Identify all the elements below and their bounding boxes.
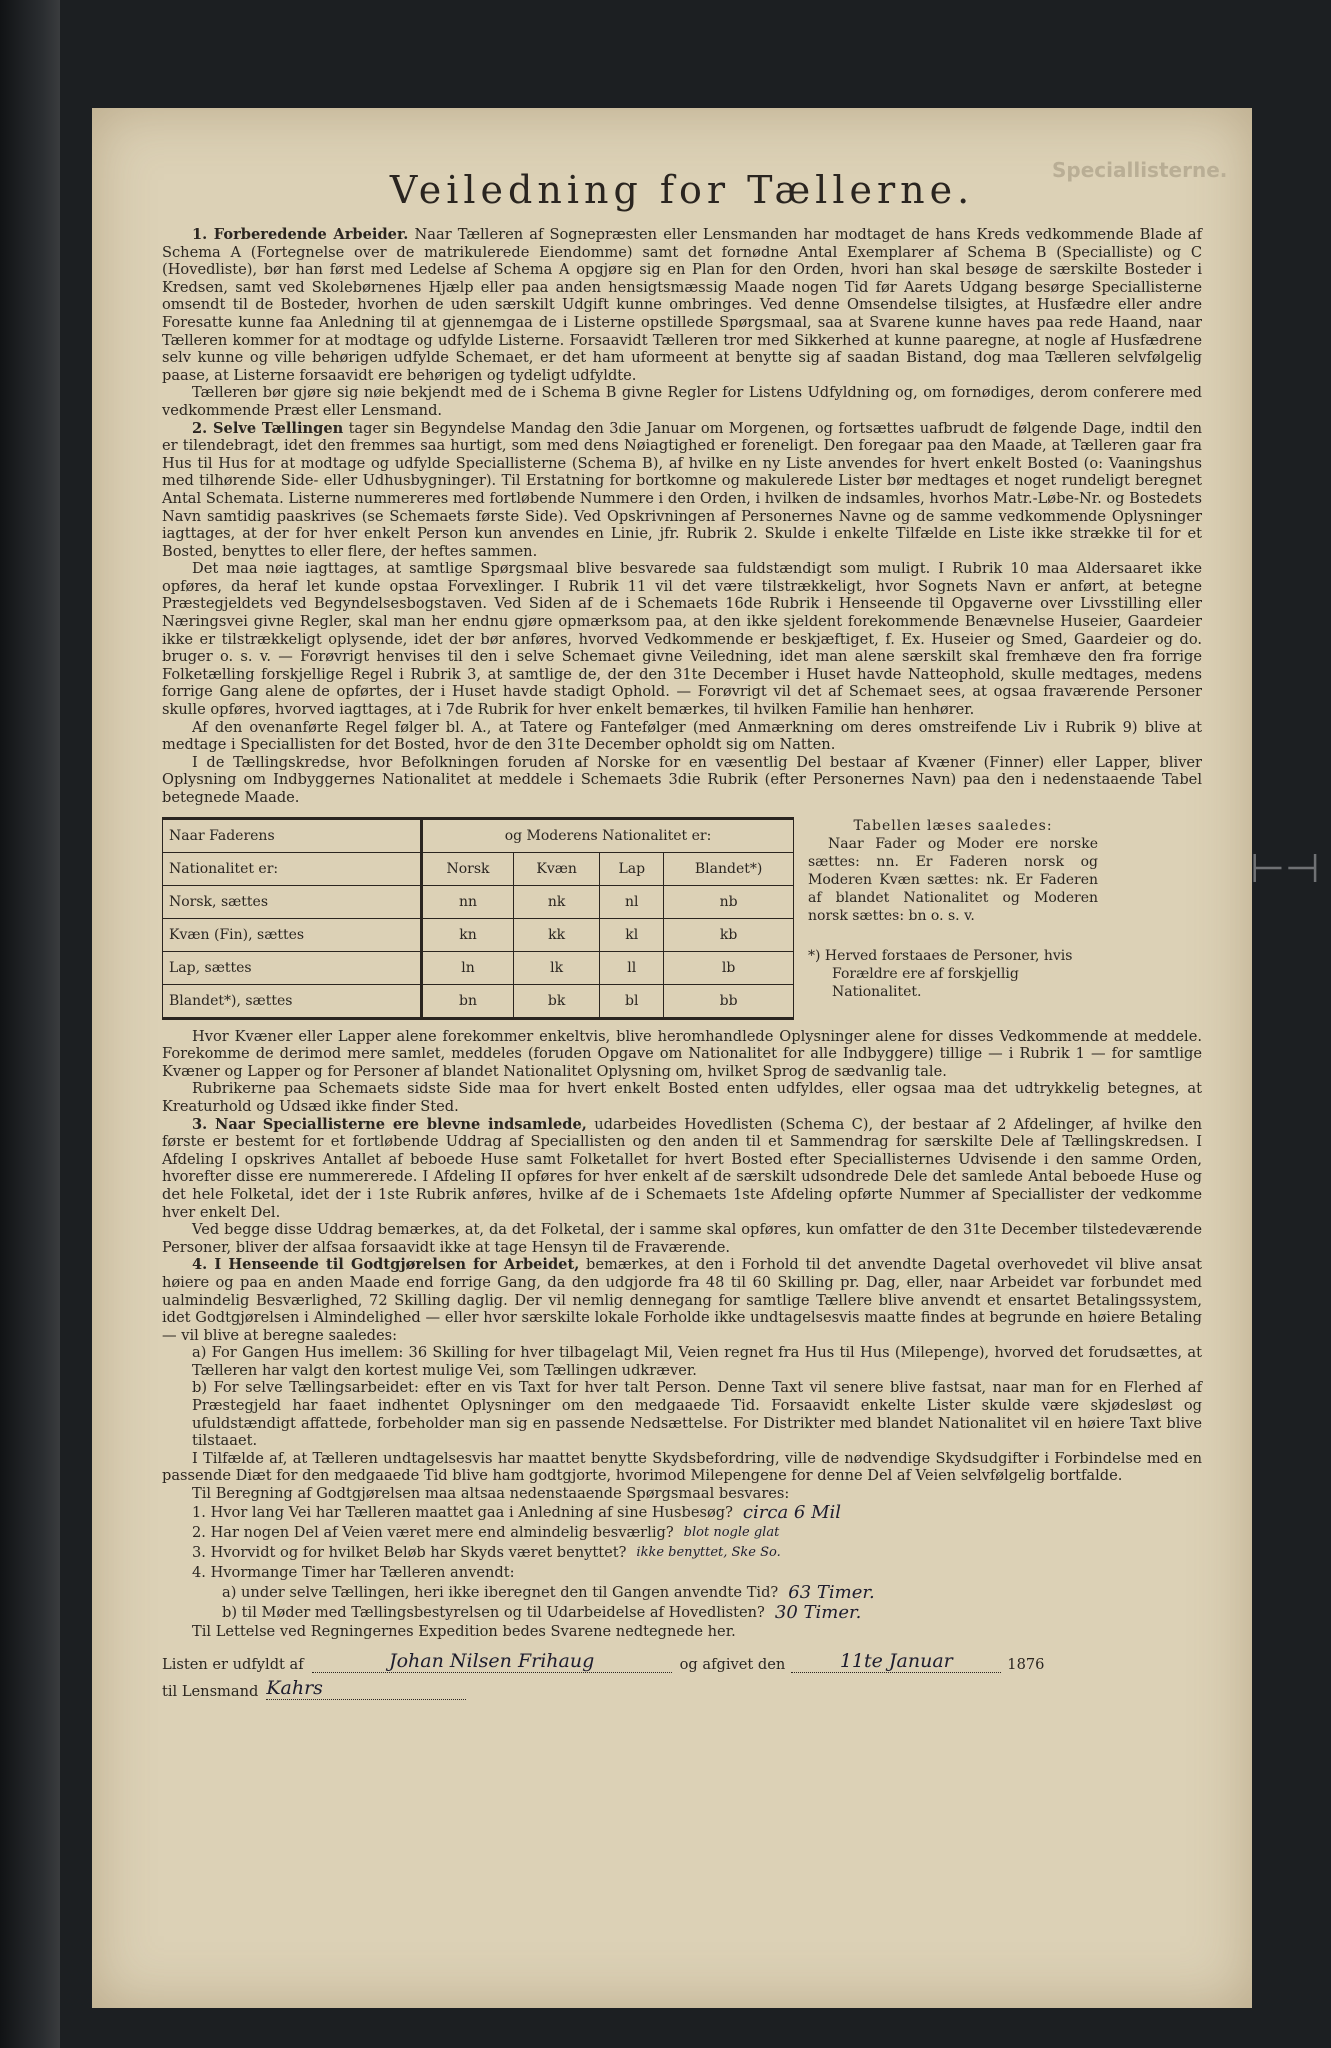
filled-by-name: Johan Nilsen Frihaug bbox=[312, 1650, 672, 1673]
delivered-date: 11te Januar bbox=[791, 1650, 1001, 1673]
filled-by-label: Listen er udfyldt af bbox=[162, 1656, 304, 1674]
table-cell: nn bbox=[422, 885, 514, 918]
question-2 bbox=[162, 1523, 1202, 1543]
table-cell: kl bbox=[600, 918, 664, 951]
row-label: Lap, sættes bbox=[163, 951, 422, 984]
delivered-year: 1876 bbox=[1007, 1656, 1045, 1674]
section-2-text: tager sin Begyndelse Mandag den 3die Januar om Morgenen, og fortsættes uafbrudt de følgende Dage, indtil den er tilendebragt, idet den fremmes saa hurtigt, som med dens Nøiagtighed er foreneligt. Den foregaar paa den Maade, at Tælleren gaar fra Hus til Hus for at modtage og udfylde Speciallisterne (Schema B), af hvilke en ny Liste anvendes for hvert enkelt Bosted (o: Vaaningshus med tilhørende Side- eller Udhusbygninger). Til Erstatning for bortkomne og makulerede Lister bør medtages et noget rundeligt beregnet Antal Schemata. Listerne nummereres med fortløbende Nummere i den Orden, i hvilken de indsamles, hvorhos Matr.-Løbe-Nr. og Bostedets Navn samtidig paaskrives (se Schemaets første Side). Ved Opskrivningen af Personernes Navne og de samme vedkommende Oplysninger iagttages, at der for hver enkelt Person kun anvendes en Linie, jfr. Rubrik 2. Skulde i enkelte Tilfælde en Liste ikke strække til for et Bosted, benyttes to eller flere, der heftes sammen. bbox=[162, 419, 1203, 560]
question-3-label: 3. Hvorvidt og for hvilket Beløb har Skyds været benyttet? bbox=[192, 1543, 627, 1561]
table-row bbox=[163, 918, 794, 951]
row-label: Norsk, sættes bbox=[163, 885, 422, 918]
section-3-paragraph bbox=[162, 1116, 1202, 1222]
table-cell: ln bbox=[422, 951, 514, 984]
section-4-heading: 4. I Henseende til Godtgjørelsen for Arbeidet, bbox=[192, 1256, 580, 1274]
table-row bbox=[163, 951, 794, 984]
question-3 bbox=[162, 1543, 1202, 1563]
question-4a-answer: 63 Timer. bbox=[788, 1581, 875, 1603]
after-table-paragraph: Hvor Kvæner eller Lapper alene forekommer enkeltvis, blive heromhandlede Oplysninger alene for disses Vedkommende at meddele. Forekomme de derimod mere samlet, meddeles (foruden Opgave om Nationalitet for alle Indbyggere) tillige — i Rubrik 1 — for samtlige Kvæner og Lapper og for Personer af blandet Nationalitet Oplysning om, hvilket Sprog de sædvanlig tale. bbox=[162, 1027, 1202, 1080]
table-header-father: Naar Faderens bbox=[163, 818, 422, 852]
section-4-item-b: b) For selve Tællingsarbeidet: efter en vis Taxt for hver talt Person. Denne Taxt vil senere blive fastsat, naar man for en Flerhed af Præstegjeld har faaet indhentet Oplysninger om den medgaaede Tid. Forsaavidt enkelte Lister skulde være skjødesløst og ufuldstændigt affattede, forbeholder man sig en passende Nedsættelse. For Distrikter med blandet Nationalitet vil en høiere Taxt blive tilstaaet. bbox=[192, 1379, 1202, 1450]
table-cell: kn bbox=[422, 918, 514, 951]
explanation-text: Naar Fader og Moder ere norske sættes: nn. Er Faderen norsk og Moderen Kvæn sættes: nk. Er Faderen af blandet Nationalitet og Moderen norsk sættes: bn o. s. v. bbox=[808, 835, 1098, 924]
nationality-table bbox=[162, 817, 794, 1020]
table-cell: kb bbox=[664, 918, 794, 951]
section-2-paragraph-4: I de Tællingskredse, hvor Befolkningen foruden af Norske for en væsentlig Del bestaar af Kvæner (Finner) eller Lapper, bliver Oplysning om Indbyggernes Nationalitet at meddele i Schemaets 3die Rubrik (efter Personernes Navn) paa den i nedenstaaende Tabel betegnede Maade. bbox=[162, 753, 1202, 806]
question-4b-answer: 30 Timer. bbox=[774, 1601, 862, 1623]
table-explanation bbox=[808, 817, 1098, 1020]
question-4-label: 4. Hvormange Timer har Tælleren anvendt: bbox=[192, 1563, 515, 1581]
scanner-edge-mark: ⊢⊣ bbox=[1250, 846, 1320, 892]
page-content bbox=[162, 168, 1202, 1700]
document-page bbox=[92, 108, 1252, 2008]
after-table-paragraph-2: Rubrikerne paa Schemaets sidste Side maa for hvert enkelt Bosted enten udfyldes, eller ogsaa maa det udtrykkelig betegnes, at Kreaturhold og Udsæd ikke finder Sted. bbox=[162, 1080, 1202, 1115]
section-4-text: bemærkes, at den i Forhold til det anvendte Dagetal overhovedet vil blive ansat høiere og paa en anden Maade end forrige Gang, da den udgjorde fra 48 til 60 Skilling pr. Dag, eller, naar Arbeidet var forbundet med ualmindelig Besværlighed, 72 Skilling daglig. Der vil nemlig dennegang for samtlige Tællere blive anvendt et ensartet Betalingssystem, idet Godtgjørelsen i Almindelighed — eller hvor særskilte lokale Forholde ikke undtagelsesvis maatte findes at begrunde en høiere Betaling — vil blive at beregne saaledes: bbox=[162, 1256, 1203, 1344]
table-col-header: Blandet*) bbox=[664, 852, 794, 885]
table-cell: lk bbox=[513, 951, 599, 984]
table-cell: nk bbox=[513, 885, 599, 918]
table-row bbox=[163, 885, 794, 918]
section-4-item-a: a) For Gangen Hus imellem: 36 Skilling for hver tilbagelagt Mil, Veien regnet fra Hus til Hus (Milepenge), hvorved det forudsættes, at Tælleren har valgt den kortest mulige Vei, som Tællingen udkræver. bbox=[192, 1344, 1202, 1379]
lensmand-label: til Lensmand bbox=[162, 1683, 259, 1701]
table-row bbox=[163, 984, 794, 1018]
table-col-header: Lap bbox=[600, 852, 664, 885]
question-2-answer: blot nogle glat bbox=[683, 1524, 780, 1540]
section-2-paragraph-2: Det maa nøie iagttages, at samtlige Spørgsmaal blive besvarede saa fuldstændigt som muligt. I Rubrik 10 maa Aldersaaret ikke opføres, da heraf let kunde opstaa Forvexlinger. I Rubrik 11 vil det være tilstrækkeligt, hvor Sognets Navn er anført, at betegne Præstegjeldets ved Begyndelsesbogstaven. Ved Siden af de i Schemaets 16de Rubrik i Henseende til Opgaverne over Livsstilling eller Næringsvei givne Regler, skal man her endnu gjøre opmærksom paa, at den ikke sjeldent forekommende Benævnelse Huseier, Gaardeier ikke er tilstrækkeligt oplysende, idet der bør anføres, hvorved Vedkommende er beskjæftiget, f. Ex. Huseier og Smed, Gaardeier og do. bruger o. s. v. — Forøvrigt henvises til den i selve Schemaet givne Veiledning, idet man alene særskilt skal fremhæve den fra forrige Folketælling forskjellige Regel i Rubrik 3, at samtlige de, der den 31te December i Huset havde Natteophold, skulle medtages, medens forrige Gang alene de opførtes, der i Huset havde stadigt Ophold. — Forøvrigt vil det af Schemaet sees, at ogsaa fraværende Personer skulle opføres, hvorved iagttages, at i 7de Rubrik for hver enkelt bemærkes, til hvilken Familie han henhører. bbox=[162, 560, 1202, 719]
section-4-paragraph-4: Til Lettelse ved Regningernes Expedition bedes Svarene nedtegnede her. bbox=[192, 1622, 736, 1640]
table-cell: bl bbox=[600, 984, 664, 1018]
section-1-paragraph-2: Tælleren bør gjøre sig nøie bekjendt med de i Schema B givne Regler for Listens Udfyldning og, om fornødiges, derom conferere med vedkommende Præst eller Lensmand. bbox=[162, 384, 1202, 419]
section-1-paragraph bbox=[162, 226, 1202, 384]
section-2-paragraph bbox=[162, 420, 1202, 561]
page-title: Veiledning for Tællerne. bbox=[389, 168, 975, 212]
question-4 bbox=[162, 1563, 1202, 1583]
section-2-paragraph-3: Af den ovenanførte Regel følger bl. A., at Tatere og Fantefølger (med Anmærkning om deres omstreifende Liv i Rubrik 9) blive at medtage i Speciallisten for det Bosted, hvor de den 31te December opholdt sig om Natten. bbox=[162, 718, 1202, 754]
question-4b bbox=[162, 1603, 1202, 1623]
table-cell: bn bbox=[422, 984, 514, 1018]
lensmand-name: Kahrs bbox=[266, 1677, 466, 1700]
section-4-paragraph-2: I Tilfælde af, at Tælleren undtagelsesvis har maattet benytte Skydsbefordring, ville de nødvendige Skydsudgifter i Forbindelse med en passende Diæt for den medgaaede Tid blive ham godtgjorte, hvorimod Milepengene for denne Del af Veien selvfølgelig bortfalde. bbox=[162, 1449, 1202, 1485]
question-1-answer: circa 6 Mil bbox=[742, 1501, 842, 1523]
explanation-heading: Tabellen læses saaledes: bbox=[853, 817, 1053, 834]
signature-line bbox=[162, 1650, 1202, 1673]
question-1 bbox=[162, 1503, 1202, 1523]
explanation-footnote: *) Herved forstaaes de Personer, hvis Forældre ere af forskjellig Nationalitet. bbox=[808, 947, 1073, 1000]
table-cell: lb bbox=[664, 951, 794, 984]
section-4-paragraph-3: Til Beregning af Godtgjørelsen maa altsaa nedenstaaende Spørgsmaal besvares: bbox=[192, 1485, 790, 1503]
bleed-through-text: Speciallisterne. bbox=[1052, 158, 1228, 182]
table-cell: nl bbox=[600, 885, 664, 918]
row-label: Blandet*), sættes bbox=[163, 984, 422, 1018]
table-col-header: Kvæn bbox=[513, 852, 599, 885]
table-cell: nb bbox=[664, 885, 794, 918]
table-col-header: Norsk bbox=[422, 852, 514, 885]
question-4a bbox=[162, 1583, 1202, 1603]
table-cell: ll bbox=[600, 951, 664, 984]
book-binding bbox=[0, 0, 60, 2048]
nationality-block bbox=[162, 817, 1202, 1020]
table-cell: bk bbox=[513, 984, 599, 1018]
delivered-label: og afgivet den bbox=[679, 1656, 786, 1674]
table-header-mother: og Moderens Nationalitet er: bbox=[422, 818, 794, 852]
section-1-text: Naar Tælleren af Sognepræsten eller Lensmanden har modtaget de hans Kreds vedkommende Blade af Schema A (Fortegnelse over de matrikulerede Eiendomme) samt det fornødne Antal Exemplarer af Schema B (Specialliste) og C (Hovedliste), bør han først med Ledelse af Schema A opgjøre sig en Plan for den Orden, hvori han skal besøge de særskilte Bosteder i Kredsen, samt ved Skolebørnenes Hjælp eller paa anden hensigtsmæssig Maade nogen Tid før Aarets Udgang besørge Speciallisterne omsendt til de Bosteder, hvorhen de uden særskilt Udgift kunne ombringes. Ved denne Omsendelse tilsigtes, at Husfædre eller andre Foresatte kunne faa Anledning til at gjennemgaa de i Listerne opstillede Spørgsmaal, saa at Svarene kunne haves paa rede Haand, naar Tælleren kommer for at modtage og udfylde Listerne. Forsaavidt Tælleren tror med Sikkerhed at kunne paaregne, at nogle af Husfædrene selv kunne og ville behørigen udfylde Schemaet, er det ham uformeent at benytte sig af saadan Bistand, dog maa Tælleren selvfølgelig paase, at Listerne forsaavidt ere behørigen og tydeligt udfyldte. bbox=[162, 226, 1202, 384]
row-label: Kvæn (Fin), sættes bbox=[163, 918, 422, 951]
table-cell: kk bbox=[513, 918, 599, 951]
section-3-heading: 3. Naar Speciallisterne ere blevne indsamlede, bbox=[192, 1115, 587, 1133]
question-1-label: 1. Hvor lang Vei har Tælleren maattet gaa i Anledning af sine Husbesøg? bbox=[192, 1503, 733, 1521]
question-2-label: 2. Har nogen Del af Veien været mere end almindelig besværlig? bbox=[192, 1523, 674, 1541]
section-2-heading: 2. Selve Tællingen bbox=[192, 419, 344, 437]
question-3-answer: ikke benyttet, Ske So. bbox=[636, 1544, 781, 1560]
table-header-father-2: Nationalitet er: bbox=[163, 852, 422, 885]
section-4-paragraph bbox=[162, 1256, 1202, 1344]
lensmand-line bbox=[162, 1677, 1202, 1700]
section-1-heading: 1. Forberedende Arbeider. bbox=[192, 226, 409, 243]
section-3-paragraph-2: Ved begge disse Uddrag bemærkes, at, da det Folketal, der i samme skal opføres, kun omfatter de den 31te December tilstedeværende Personer, bliver der alfsaa forsaavidt ikke at tage Hensyn til de Fraværende. bbox=[162, 1221, 1202, 1256]
question-4b-label: b) til Møder med Tællingsbestyrelsen og til Udarbeidelse af Hovedlisten? bbox=[222, 1603, 765, 1621]
section-3-text: udarbeides Hovedlisten (Schema C), der bestaar af 2 Afdelinger, af hvilke den første er bestemt for et fortløbende Uddrag af Speciallisten og den anden til et Sammendrag for særskilte Dele af Tællingskredsen. I Afdeling I opskrives Antallet af beboede Huse samt Folketallet for hvert Bosted efter Speciallisternes Udvisende i den samme Orden, hvorefter disse ere nummererede. I Afdeling II opføres for hver enkelt af de særskilt udsondrede Dele det samlede Antal beboede Huse og det hele Folketal, idet der i 1ste Rubrik anføres, hvilke af de i Schemaets 1ste Afdeling opførte Nummer af Speciallister der vedkomme hver enkelt Del. bbox=[162, 1115, 1203, 1221]
question-4a-label: a) under selve Tællingen, heri ikke iberegnet den til Gangen anvendte Tid? bbox=[222, 1583, 779, 1601]
table-cell: bb bbox=[664, 984, 794, 1018]
